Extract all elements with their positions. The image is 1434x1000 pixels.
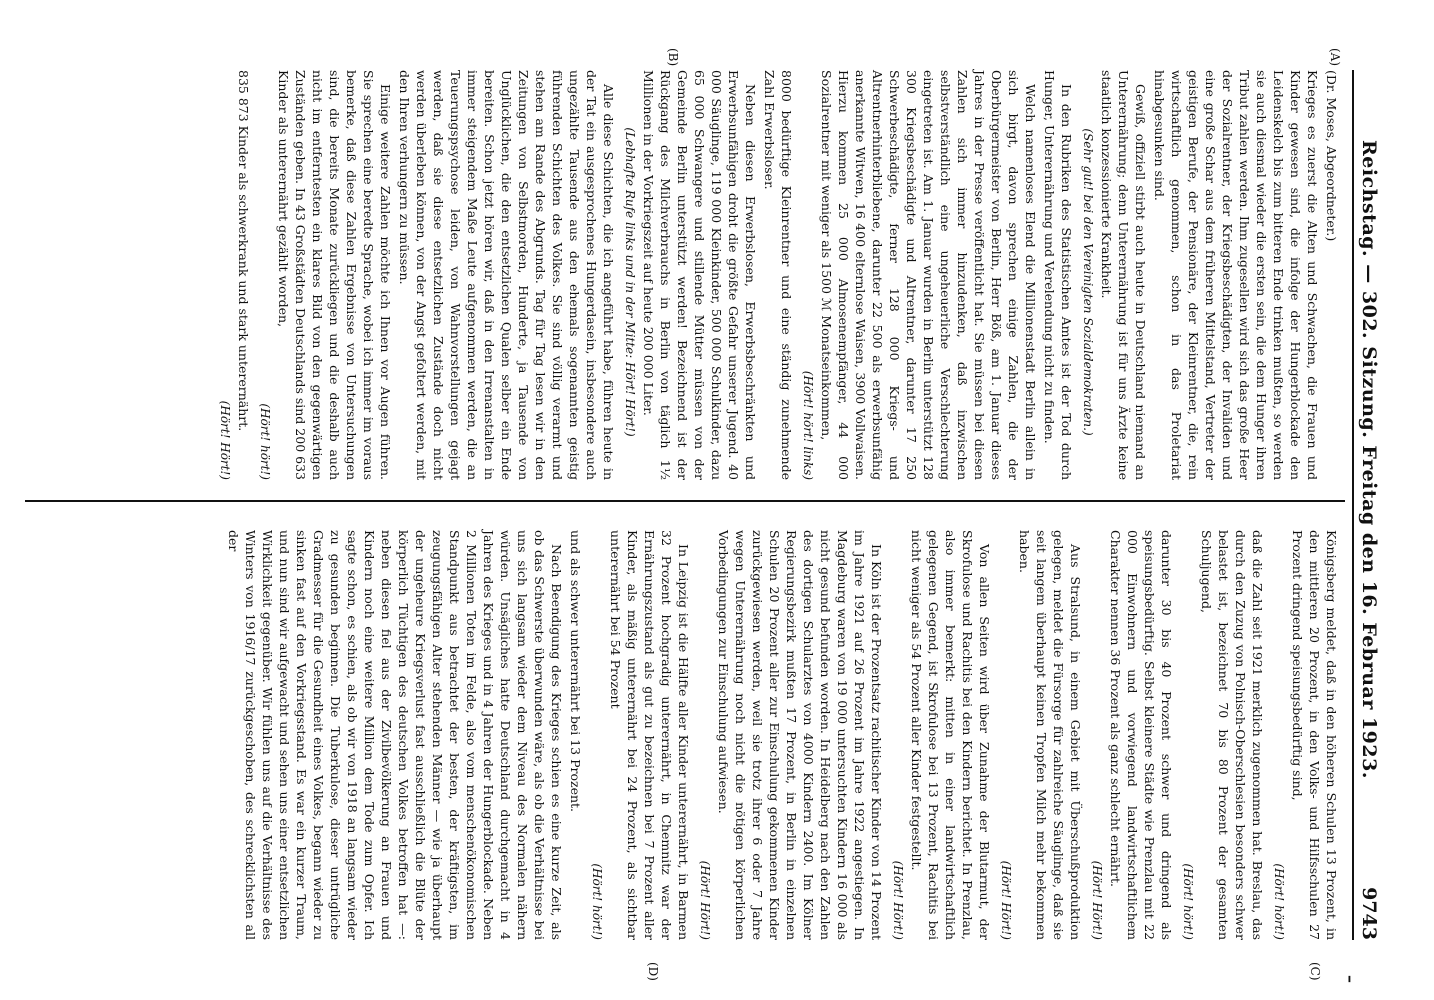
interjection: (Lebhafte Rufe links und in der Mitte: Hört! Hört!) [623, 127, 637, 437]
paragraph: Alle diese Schichten, die ich angeführt habe, führen heute in der Tat ein ausgesprochenes Hungerdasein, insbesondere auch ungezählte Tausende aus den ehemals sogenannten geistig führenden Schichten des Volkes. Sie sind völlig verarmt und stehen am Rande des Abgrunds. Tag für Tag lesen wir in den Zeitungen von Selbstmorden, Hunderte, ja Tausende von Unglücklichen, die den entsetzlichen Qualen selber ein Ende bereiten. Schon jetzt hören wir, daß in den Irrenanstalten in immer steigendem Maße Leute aufgenommen werden, die an Teuerungspsychose leiden, von Wahnvorstellungen gejagt werden, daß sie diese entsetzlichen Zustände doch nicht werden überleben können, von der Angst gefoltert werden, mit den Ihren verhungern zu müssen. [397, 70, 616, 480]
left-column [20, 70, 1340, 480]
interjection: (Hört! Hört!) [1090, 860, 1104, 940]
page-number: 9743 [1358, 887, 1380, 940]
column-divider [25, 500, 1345, 502]
margin-marker-a: (A) [1328, 48, 1342, 67]
paragraph: In Köln ist der Prozentsatz rachitischer Kinder von 14 Prozent im Jahre 1921 auf 26 Prozent im Jahre 1922 angestiegen. In Magdeburg waren von 19 000 untersuchten Kindern 16 000 als nicht gesund befunden worden. In Heidelberg nach den Zahlen des dortigen Schularztes von 4000 Kindern 2400. Im Kölner Regierungsbezirk mußten 17 Prozent, in Berlin in einzelnen Schulen 20 Prozent aller zur Einschulung gekommenen Kinder zurückgewiesen werden, weil sie trotz ihrer 6 oder 7 Jahre wegen Unterernährung noch nicht die nötigen körperlichen Vorbedingungen zur Einschulung aufwiesen. [716, 530, 884, 940]
interjection: (Hört! Hört!) [999, 860, 1013, 940]
page-title: Reichstag. — 302. Sitzung. Freitag den 16. Februar 1923. [1358, 140, 1380, 779]
margin-marker-b: (B) [666, 48, 680, 67]
margin-marker-d: (D) [646, 962, 660, 981]
interjection: (Hört! hört!) [590, 863, 604, 940]
paragraph: und als schwer unterernährt bei 13 Prozent. [568, 530, 583, 813]
interjection: (Hört! Hört!) [218, 400, 232, 480]
interjection: (Hört! Hört!) [891, 860, 905, 940]
paragraph: In den Rubriken des Statistischen Amtes ist der Tod durch Hunger, Unterernährung und Verelendung nicht zu finden. [1042, 70, 1074, 480]
paragraph: Königsberg meldet, daß in den höheren Schulen 13 Prozent, in den mittleren 20 Prozent, in den Volks- und Hilfsschulen 27 Prozent dringend speisungsbedürftig sind, [1290, 530, 1339, 940]
interjection: (Hört! hört!) [1272, 863, 1286, 940]
interjection: (Hört! hört!) [1181, 863, 1195, 940]
paragraph: daß die Zahl seit 1921 merklich zugenommen hat. Breslau, das durch den Zuzug von Polnisch-Oberschlesien besonders schwer belastet ist, bezeichnet 70 bis 80 Prozent der gesamten Schuljugend, [1199, 530, 1265, 940]
paragraph: Nach Beendigung des Krieges schien es eine kurze Zeit, als ob das Schwerste überwunden wäre, als ob die Verhältnisse bei uns sich langsam wieder dem Niveau des Normalen nähern würden. Unsägliches hatte Deutschland durchgemacht in 4 Jahren des Krieges und in 4 Jahren der Hungerblockade. Neben 2 Millionen Toten im Felde, also vom menschenökonomischen Standpunkt aus betrachtet der besten, der kräftigsten, im zeugungsfähigen Alter stehenden Männer — wie ja überhaupt der ungeheure Kriegsverlust fast ausschließlich die Blüte der körperlich Tüchtigen des deutschen Volkes betroffen hat —: neben diesen fiel aus der Zivilbevölkerung an Frauen und Kindern noch eine weitere Million dem Tode zum Opfer. Ich sagte schon, es schien, als ob wir von 1918 an langsam wieder zu gesunden beginnen. Die Tuberkulose, dieser untrügliche Gradmesser für die Gesundheit eines Volkes, begann wieder zu sinken fast auf den Vorkriegsstand. Es war ein kurzer Traum, und nun sind wir aufgewacht und sehen uns einer entsetzlichen Wirklichkeit gegenüber. Wir fühlen uns auf die Verhältnisse des Winters von 1916/17 zurückgeschoben, des schrecklichsten all der [226, 530, 564, 940]
paragraph: Krieges es zuerst die Alten und Schwachen, die Frauen und Kinder gewesen sind, die infolge der Hungerblockade den Leidenskelch bis zum bitteren Ende trinken mußten, so werden sie auch diesmal wieder die ersten sein, die dem Hunger ihren Tribut zahlen werden. Ihm zugesellen wird sich das große Heer der Sozialrentner, der Kriegsbeschädigten, der Invaliden und eine große Schar aus dem früheren Mittelstand, Vertreter der geistigen Berufe, der Pensionäre, der Kleinrentner, die, rein wirtschaftlich genommen, schon in das Proletariat hinabgesunken sind. [1152, 70, 1320, 480]
page-header [1352, 70, 1380, 940]
paragraph: Von allen Seiten wird über Zunahme der Blutarmut, der Skrofulose und Rachitis bei den Kindern berichtet. In Prenzlau, also immer bemerkt: mitten in einer landwirtschaftlich gelegenen Gegend, ist Skrofulose bei 13 Prozent, Rachitis bei nicht weniger als 54 Prozent aller Kinder festgestellt. [909, 530, 992, 940]
interjection: (Sehr gut! bei den Vereinigten Sozialdemokraten.) [1081, 128, 1095, 436]
header-dash: – [1341, 975, 1360, 983]
right-column [20, 530, 1340, 940]
paragraph: 835 873 Kinder als schwerkrank und stark unterernährt. [236, 70, 251, 432]
paragraph: Einige weitere Zahlen möchte ich Ihnen vor Augen führen. Sie sprechen eine beredte Sprache, wobei ich immer im voraus bemerke, daß diese Zahlen Ergebnisse von Untersuchungen sind, die bereits Monate zurückliegen und die deshalb auch nicht im entferntesten ein klares Bild von den gegenwärtigen Zuständen geben. In 43 Großstädten Deutschlands sind 200 633 Kinder als unterernährt gezählt worden, [276, 70, 393, 480]
speaker-attribution: (Dr. Moses, Abgeordneter.) [1324, 70, 1339, 242]
margin-marker-c: (C) [1308, 962, 1322, 981]
paragraph: Aus Stralsund, in einem Gebiet mit Überschußproduktion gelegen, meldet die Fürsorge für zahlreiche Säuglinge, daß sie seit langem überhaupt keinen Tropfen Milch mehr bekommen haben. [1017, 530, 1083, 940]
interjection: (Hört! Hört!) [698, 860, 712, 940]
paragraph: In Leipzig ist die Hälfte aller Kinder unterernährt, in Barmen 32 Prozent hochgradig unterernährt, in Chemnitz war der Ernährungszustand als gut zu bezeichnen bei 7 Prozent aller Kinder, als mäßig unterernährt bei 24 Prozent, als sichtbar unterernährt bei 54 Prozent [608, 530, 691, 940]
paragraph: Gewiß, offiziell stirbt auch heute in Deutschland niemand an Unterernährung; denn Unterernährung ist für uns Ärzte keine staatlich konzessionierte Krankheit. [1099, 70, 1148, 480]
interjection: (Hört! hört!) [258, 403, 272, 480]
paragraph: 8000 bedürftige Kleinrentner und eine ständig zunehmende Zahl Erwerbsloser. [762, 70, 794, 480]
paragraph: Welch namenloses Elend die Millionenstadt Berlin allein in sich birgt, davon sprechen einige Zahlen, die der Oberbürgermeister von Berlin, Herr Böß, am 1. Januar dieses Jahres in der Presse veröffentlicht hat. Sie müssen bei diesen Zahlen sich immer hinzudenken, daß inzwischen selbstverständlich eine ungeheuerliche Verschlechterung eingetreten ist. Am 1. Januar wurden in Berlin unterstützt 128 300 Kriegsbeschädigte und Altrentner, darunter 17 250 Schwerbeschädigte, ferner 128 000 Kriegs- und Altrentnerhinterbliebene, darunter 22 500 als erwerbsunfähig anerkannte Witwen, 16 400 elternlose Waisen, 3900 Vollwaisen. Hierzu kommen 25 000 Almosenempfänger, 44 000 Sozialrentner mit weniger als 1500 ℳ Monatseinkommen, [819, 70, 1038, 480]
interjection: (Hört! hört! links) [801, 370, 815, 480]
paragraph: darunter 30 bis 40 Prozent schwer und dringend als speisungsbedürftig. Selbst kleinere Städte wie Prenzlau mit 22 000 Einwohnern und vorwiegend landwirtschaftlichem Charakter nennen 36 Prozent als ganz schlecht ernährt. [1108, 530, 1174, 940]
paragraph: Neben diesen Erwerbslosen, Erwerbsbeschränkten und Erwerbsunfähigen droht die größte Gefahr unserer Jugend. 40 000 Säuglinge, 119 000 Kleinkinder, 500 000 Schulkinder, dazu 65 000 Schwangere und stillende Mütter müssen von der Gemeinde Berlin unterstützt werden! Bezeichnend ist der Rückgang des Milchverbrauchs in Berlin von täglich 1½ Millionen in der Vorkriegszeit auf heute 200 000 Liter. [641, 70, 758, 480]
